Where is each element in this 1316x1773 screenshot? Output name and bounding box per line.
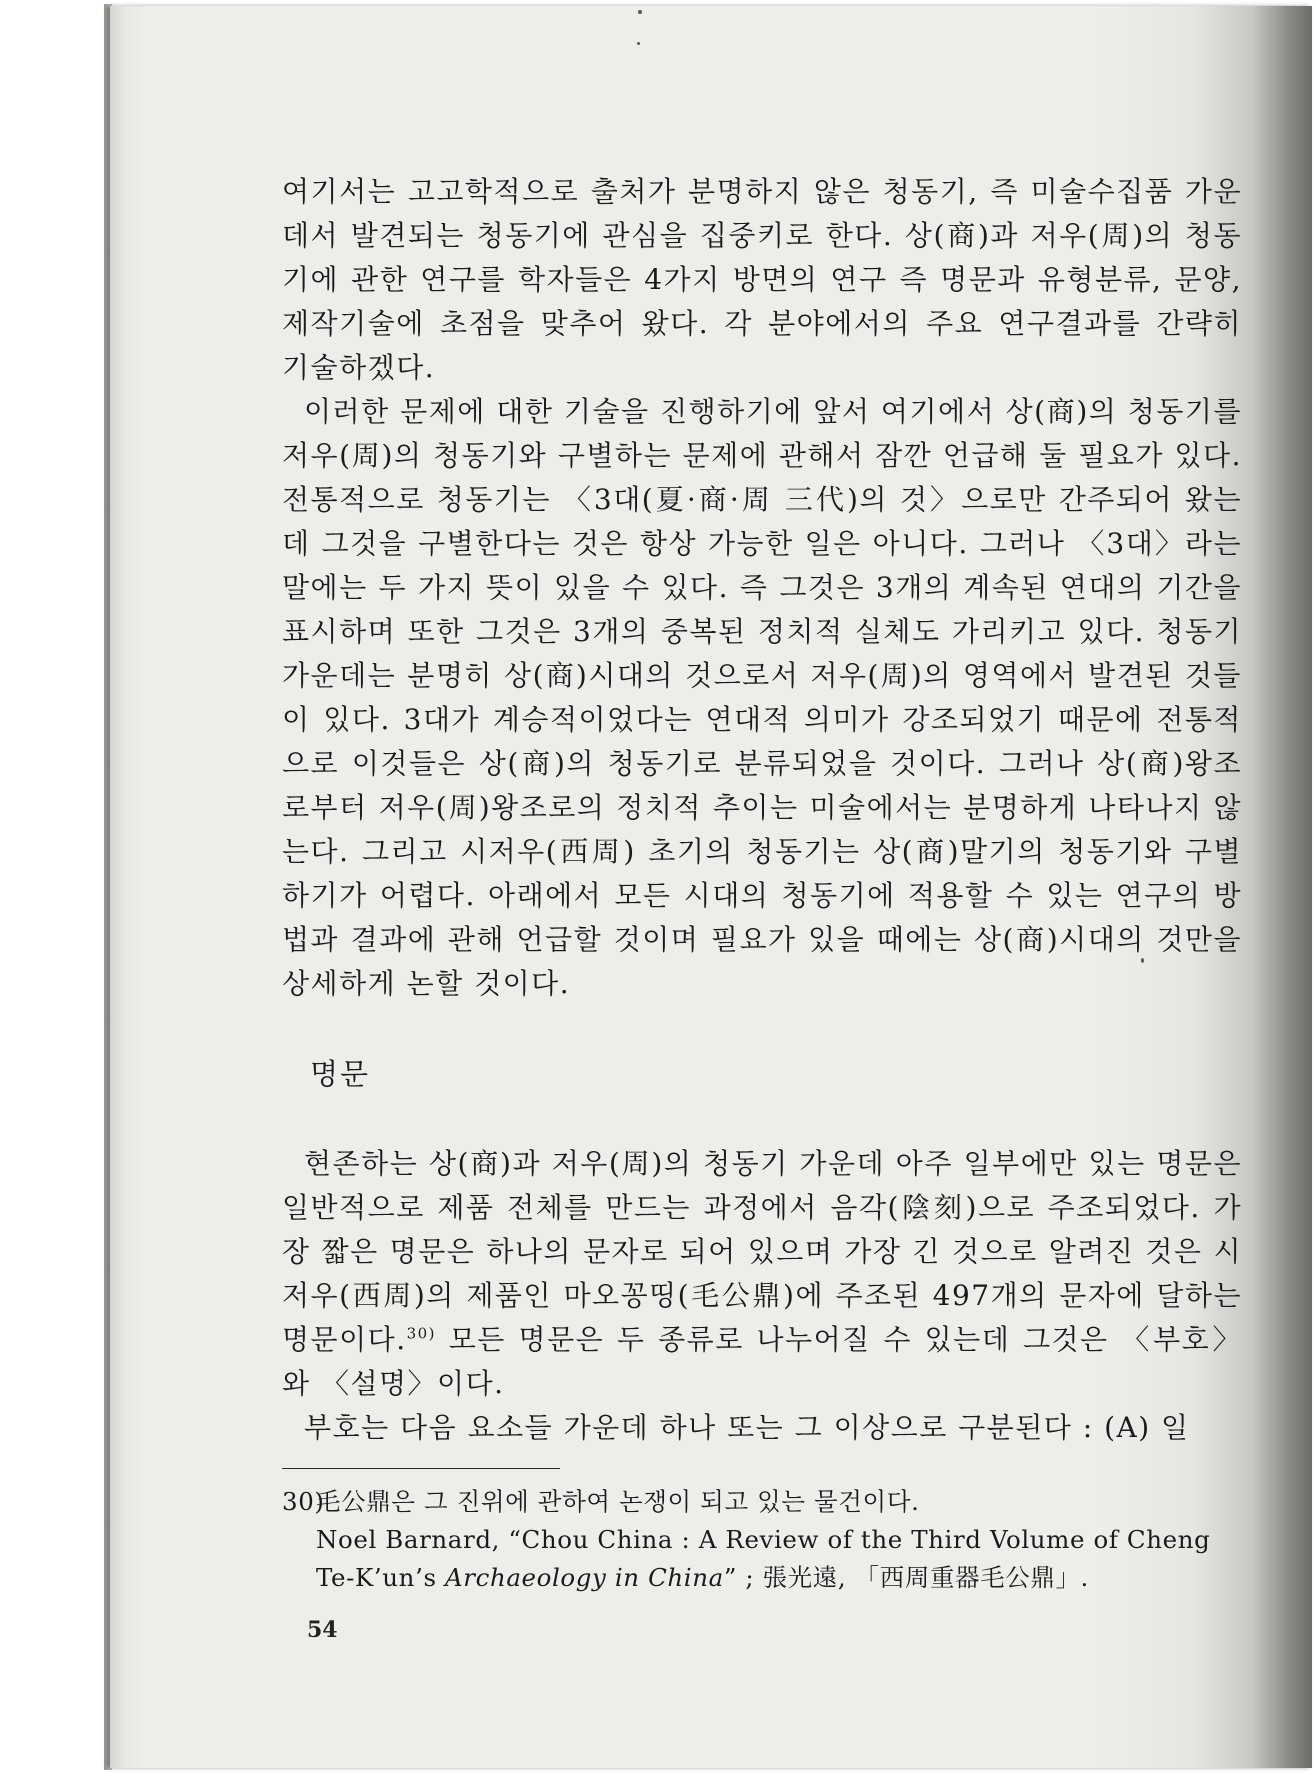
paper-speck	[638, 10, 642, 14]
footnote-divider	[282, 1468, 560, 1469]
body-paragraph-2: 이러한 문제에 대한 기술을 진행하기에 앞서 여기에서 상(商)의 청동기를 저우(周)의 청동기와 구별하는 문제에 관해서 잠깐 언급해 둘 필요가 있다. 전통적으로 청동기는 〈3대(夏·商·周 三代)의 것〉으로만 간주되어 왔는데 그것을 구별한다는 것은 항상 가능한 일은 아니다. 그러나 〈3대〉라는 말에는 두 가지 뜻이 있을 수 있다. 즉 그것은 3개의 계속된 연대의 기간을 표시하며 또한 그것은 3개의 중복된 정치적 실체도 가리키고 있다. 청동기 가운데는 분명히 상(商)시대의 것으로서 저우(周)의 영역에서 발견된 것들이 있다. 3대가 계승적이었다는 연대적 의미가 강조되었기 때문에 전통적으로 이것들은 상(商)의 청동기로 분류되었을 것이다. 그러나 상(商)왕조로부터 저우(周)왕조로의 정치적 추이는 미술에서는 분명하게 나타나지 않는다. 그리고 시저우(西周) 초기의 청동기는 상(商)말기의 청동기와 구별하기가 어렵다. 아래에서 모든 시대의 청동기에 적용할 수 있는 연구의 방법과 결과에 관해 언급할 것이며 필요가 있을 때에는 상(商)시대의 것만을 상세하게 논할 것이다.	[282, 395, 1242, 1000]
footnote-number: 30)	[282, 1487, 325, 1516]
footnote-book-title: Archaeology in China	[445, 1563, 724, 1592]
paper-speck	[637, 42, 640, 45]
footnote-reference: 30)	[406, 1324, 437, 1343]
section-paragraph-1	[282, 1142, 1242, 1406]
body-paragraph-1: 여기서는 고고학적으로 출처가 분명하지 않은 청동기, 즉 미술수집품 가운데서 발견되는 청동기에 관심을 집중키로 한다. 상(商)과 저우(周)의 청동기에 관한 연구를 학자들은 4가지 방면의 연구 즉 명문과 유형분류, 문양, 제작기술에 초점을 맞추어 왔다. 각 분야에서의 주요 연구결과를 간략히 기술하겠다.	[282, 175, 1242, 384]
footnote-citation-suffix: ” ; 張光遠, 「西周重器毛公鼎」.	[723, 1563, 1089, 1592]
footnote-citation	[316, 1521, 1242, 1597]
page-number: 54	[307, 1617, 338, 1643]
footnote-citation-prefix: Noel Barnard, “Chou China : A Review of the Third Volume of Cheng Te-K’un’s	[316, 1525, 1211, 1592]
section-heading: 명문	[310, 1057, 371, 1091]
footnote-line-1: 毛公鼎은 그 진위에 관하여 논쟁이 되고 있는 물건이다.	[316, 1487, 920, 1516]
section-paragraph-1-text: 현존하는 상(商)과 저우(周)의 청동기 가운데 아주 일부에만 있는 명문은 일반적으로 제품 전체를 만드는 과정에서 음각(陰刻)으로 주조되었다. 가장 짧은 명문은 하나의 문자로 되어 있으며 가장 긴 것으로 알려진 것은 시저우(西周)의 제품인 마오꽁띵(毛公鼎)에 주조된 497개의 문자에 달하는 명문이다.	[282, 1147, 1242, 1356]
page-text-body	[282, 170, 1242, 1597]
section-paragraph-2: 부호는 다음 요소들 가운데 하나 또는 그 이상으로 구분된다 : (A) 일	[304, 1411, 1190, 1444]
section-paragraph-1-tail: 모든 명문은 두 종류로 나누어질 수 있는데 그것은 〈부호〉와 〈설명〉이다.	[282, 1323, 1242, 1400]
footnote	[282, 1483, 1242, 1597]
